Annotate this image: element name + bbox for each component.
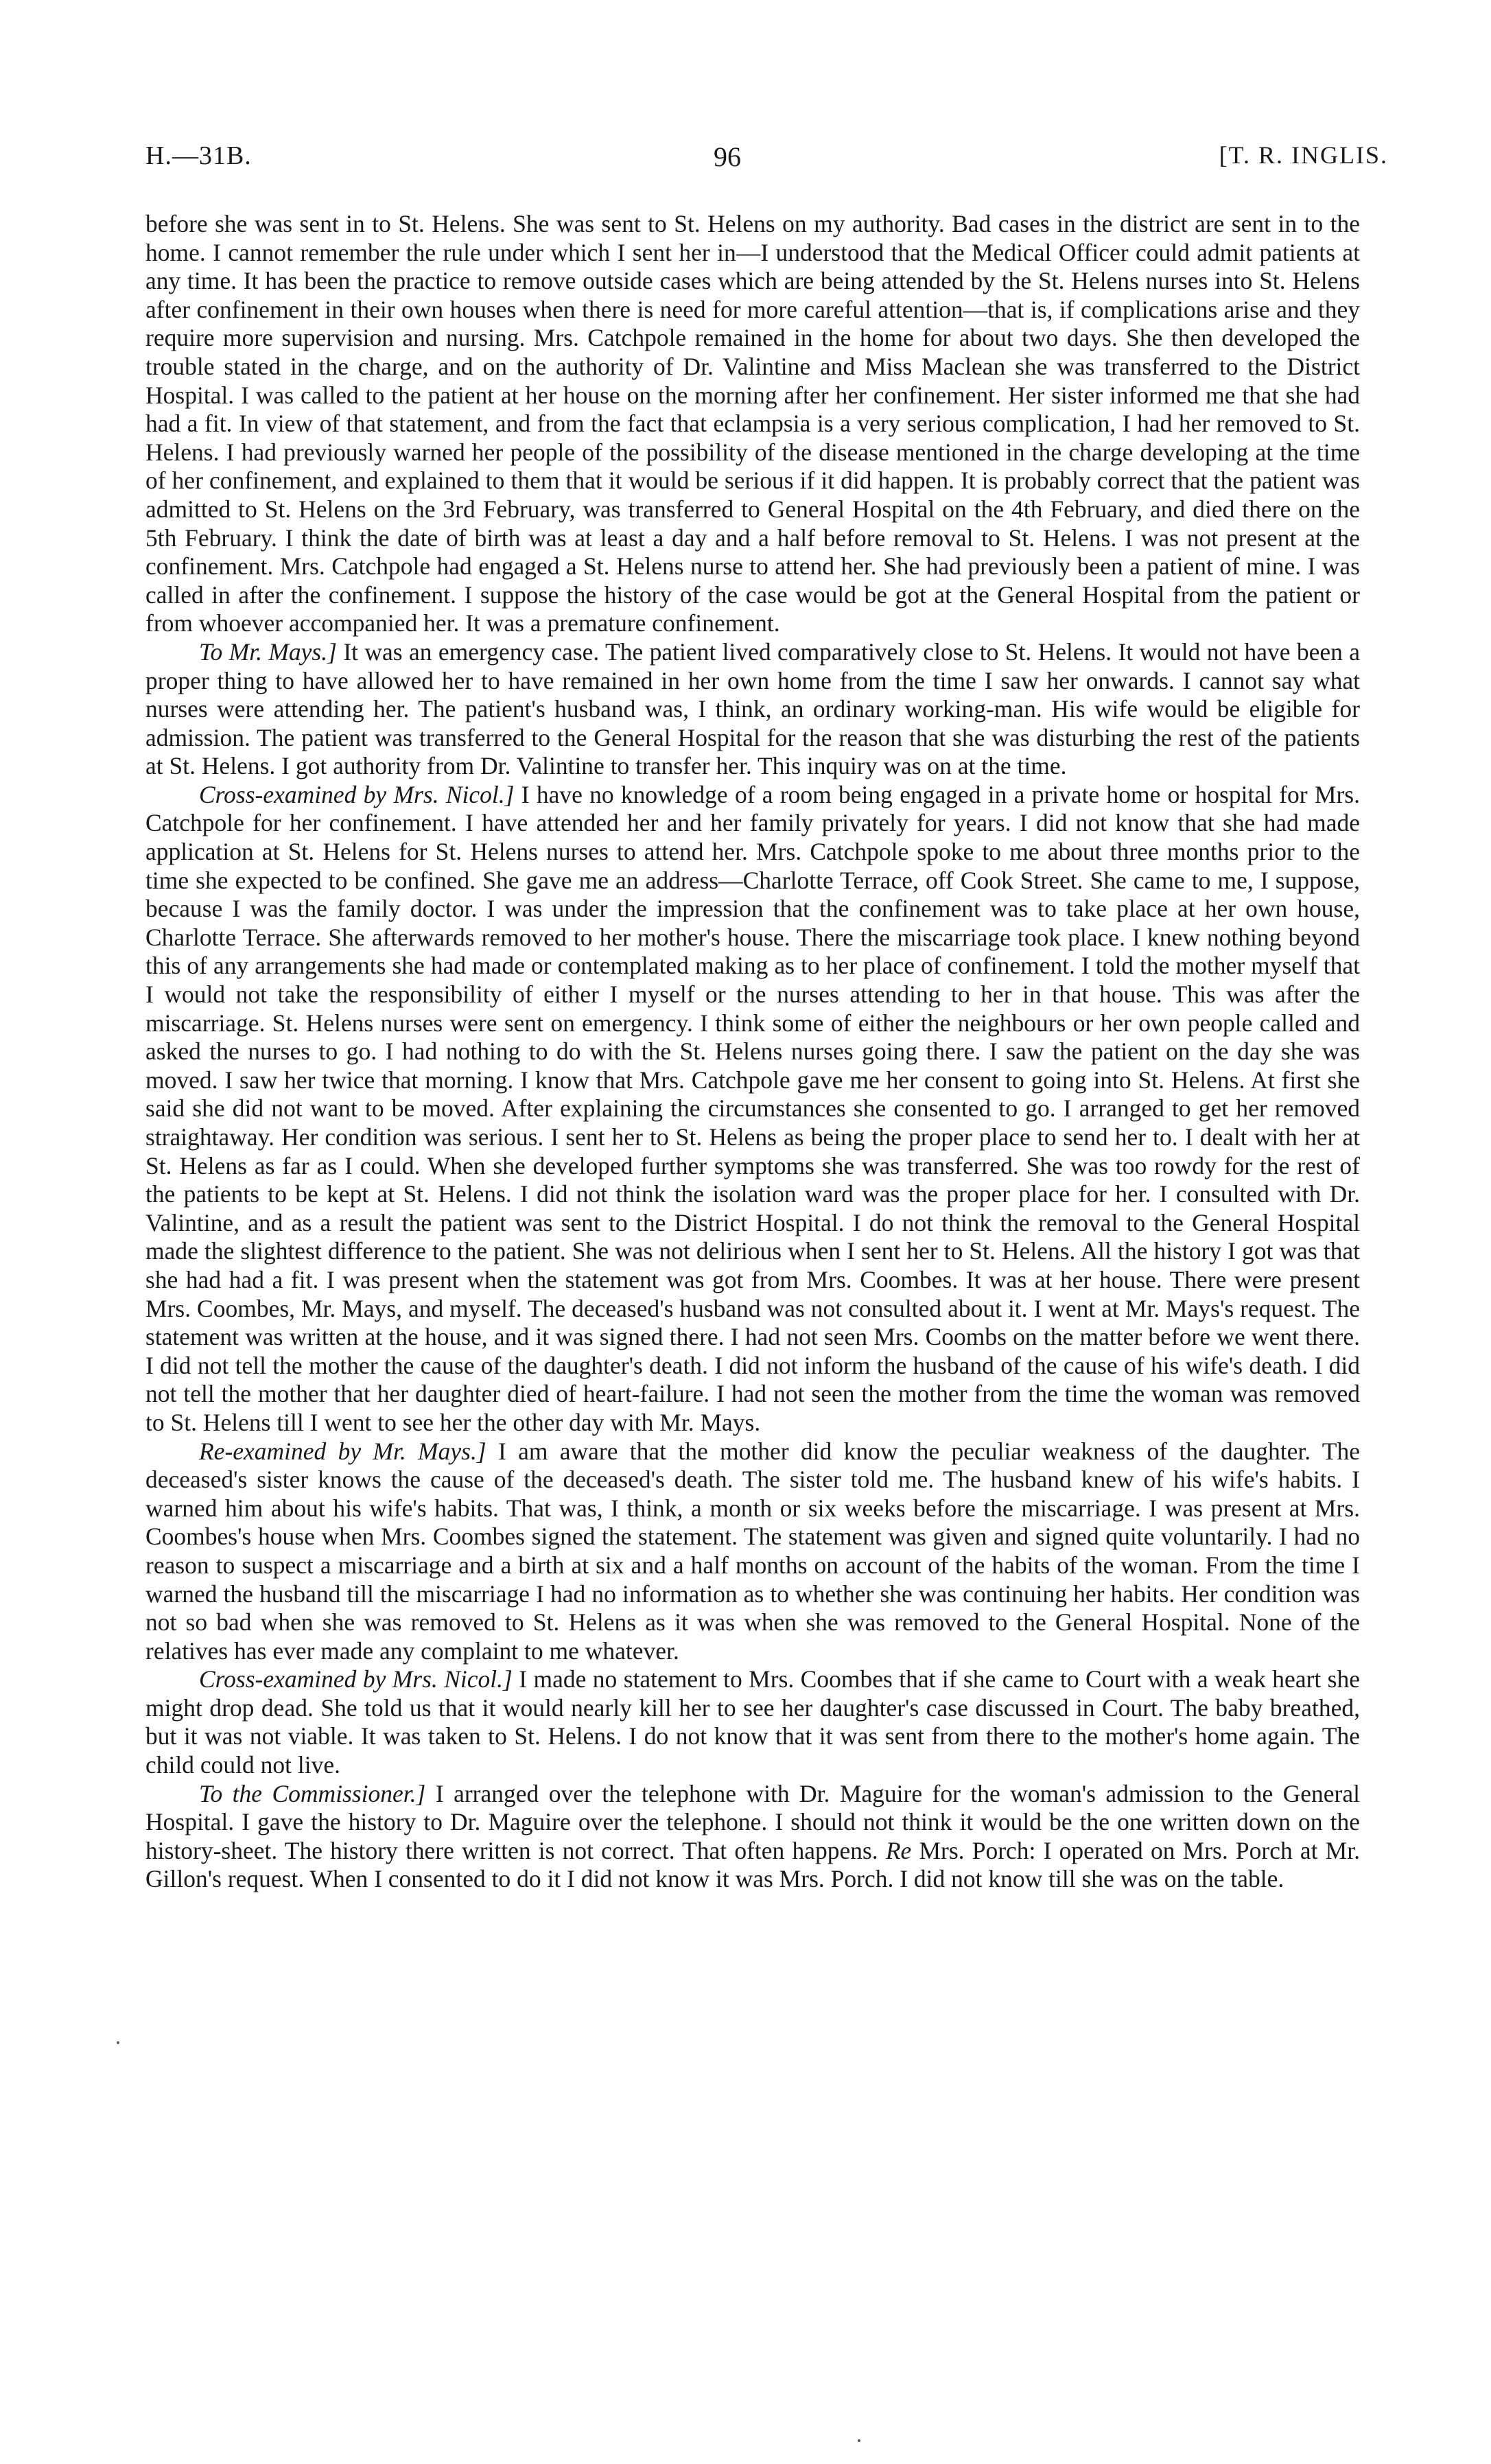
paragraph-continuation <box>145 210 1360 638</box>
paragraph-text: I arranged over the telephone with Dr. Maguire for the woman's admission to the General Hospital. I gave the history to Dr. Maguire over the telephone. I should not think it would be the one written down on the history-sheet. The history there written is not correct. That often happens. <box>145 1779 1360 1864</box>
paragraph-text: I have no knowledge of a room being engaged in a private home or hospital for Mrs. Catchpole for her confinement. I have attended her and her family privately for years. I did not know that she had made application at St. Helens for St. Helens nurses to attend her. Mrs. Catchpole spoke to me about three months prior to the time she expected to be confined. She gave me an address—Charlotte Terrace, off Cook Street. She came to me, I suppose, because I was the family doctor. I was under the impression that the confinement was to take place at her own house, Charlotte Terrace. She afterwards removed to her mother's house. There the miscarriage took place. I knew nothing beyond this of any arrangements she had made or contemplated making as to her place of confinement. I told the mother myself that I would not take the responsibility of either I myself or the nurses attending to her in that house. This was after the miscarriage. St. Helens nurses were sent on emergency. I think some of either the neighbours or her own people called and asked the nurses to go. I had nothing to do with the St. Helens nurses going there. I saw the patient on the day she was moved. I saw her twice that morning. I know that Mrs. Catchpole gave me her consent to going into St. Helens. At first she said she did not want to be moved. After explaining the circumstances she consented to go. I arranged to get her removed straightaway. Her condition was serious. I sent her to St. Helens as being the proper place to send her to. I dealt with her at St. Helens as far as I could. When she developed further symptoms she was transferred. She was too rowdy for the rest of the patients to be kept at St. Helens. I did not think the isolation ward was the proper place for her. I consulted with Dr. Valintine, and as a result the patient was sent to the District Hospital. I do not think the removal to the General Hospital made the slightest difference to the patient. She was not delirious when I sent her to St. Helens. All the history I got was that she had had a fit. I was present when the statement was got from Mrs. Coombes. It was at her house. There were present Mrs. Coombes, Mr. Mays, and myself. The deceased's husband was not consulted about it. I went at Mr. Mays's request. The statement was written at the house, and it was signed there. I had not seen Mrs. Coombs on the matter before we went there. I did not tell the mother the cause of the daughter's death. I did not inform the husband of the cause of his wife's death. I did not tell the mother that her daughter died of heart-failure. I had not seen the mother from the time the woman was removed to St. Helens till I went to see her the other day with Mr. Mays. <box>145 780 1360 1436</box>
inline-italic-re: Re <box>885 1836 912 1864</box>
page-header <box>0 141 1491 182</box>
paragraph-text: before she was sent in to St. Helens. She was sent to St. Helens on my authority. Bad cases in the district are sent in to the home. I cannot remember the rule under which I sent her in—I understood that the Medical Officer could admit patients at any time. It has been the practice to remove outside cases which are being attended by the St. Helens nurses into St. Helens after confinement in their own houses when there is need for more careful attention—that is, if complications arise and they require more supervision and nursing. Mrs. Catchpole remained in the home for about two days. She then developed the trouble stated in the charge, and on the authority of Dr. Valintine and Miss Maclean she was transferred to the District Hospital. I was called to the patient at her house on the morning after her confinement. Her sister informed me that she had had a fit. In view of that statement, and from the fact that eclampsia is a very serious complication, I had her removed to St. Helens. I had previously warned her people of the possibility of the disease mentioned in the charge developing at the time of her confinement, and explained to them that it would be serious if it did happen. It is probably correct that the patient was admitted to St. Helens on the 3rd February, was transferred to General Hospital on the 4th February, and died there on the 5th February. I think the date of birth was at least a day and a half before removal to St. Helens. I was not present at the confinement. Mrs. Catchpole had engaged a St. Helens nurse to attend her. She had previously been a patient of mine. I was called in after the confinement. I suppose the history of the case would be got at the General Hospital from the patient or from whoever accompanied her. It was a premature confinement. <box>145 210 1360 637</box>
examiner-lead: Cross-examined by Mrs. Nicol.] <box>199 1665 513 1693</box>
examiner-lead: To Mr. Mays.] <box>199 637 337 666</box>
paragraph-text: I made no statement to Mrs. Coombes that if she came to Court with a weak heart she might drop dead. She told us that it would nearly kill her to see her daughter's case discussed in Court. The baby breathed, but it was not viable. It was taken to St. Helens. I do not know that it was sent from there to the mother's home again. The child could not live. <box>145 1665 1360 1779</box>
paragraph-cross-examined-nicol-second <box>145 1665 1360 1779</box>
document-reference: H.—31B. <box>145 141 252 170</box>
paragraph-cross-examined-nicol <box>145 781 1360 1438</box>
paragraph-text: I am aware that the mother did know the peculiar weakness of the daughter. The deceased's sister knows the cause of the deceased's death. The sister told me. The husband knew of his wife's habits. I warned him about his wife's habits. That was, I think, a month or six weeks before the miscarriage. I was present at Mrs. Coombes's house when Mrs. Coombes signed the statement. The statement was given and signed quite voluntarily. I had no reason to suspect a miscarriage and a birth at six and a half months on account of the habits of the woman. From the time I warned the husband till the miscarriage I had no information as to whether she was continuing her habits. Her condition was not so bad when she was removed to St. Helens as it was when she was removed to the General Hospital. None of the relatives has ever made any complaint to me whatever. <box>145 1437 1360 1665</box>
paragraph-re-examined-mays <box>145 1438 1360 1666</box>
examiner-lead: Re-examined by Mr. Mays.] <box>199 1437 486 1465</box>
examiner-lead: Cross-examined by Mrs. Nicol.] <box>199 780 515 808</box>
page-number: 96 <box>714 141 741 172</box>
examiner-lead: To the Commissioner.] <box>199 1779 426 1807</box>
scan-speck <box>858 2439 860 2442</box>
paragraph-to-commissioner <box>145 1780 1360 1894</box>
paragraph-text-after: Mrs. Porch: I operated on Mrs. Porch at Mr. Gillon's request. When I consented to do it I did not know it was Mrs. Porch. I did not know till she was on the table. <box>145 1836 1360 1893</box>
scan-speck <box>117 2041 119 2044</box>
paragraph-text: It was an emergency case. The patient lived comparatively close to St. Helens. It would not have been a proper thing to have allowed her to have remained in her own home from the time I saw her onwards. I cannot say what nurses were attending her. The patient's husband was, I think, an ordinary working-man. His wife would be eligible for admission. The patient was transferred to the General Hospital for the reason that she was disturbing the rest of the patients at St. Helens. I got authority from Dr. Valintine to transfer her. This inquiry was on at the time. <box>145 637 1361 780</box>
testimony-body <box>145 210 1360 1894</box>
witness-name: [T. R. INGLIS. <box>1219 141 1388 169</box>
paragraph-to-mr-mays <box>145 638 1360 781</box>
